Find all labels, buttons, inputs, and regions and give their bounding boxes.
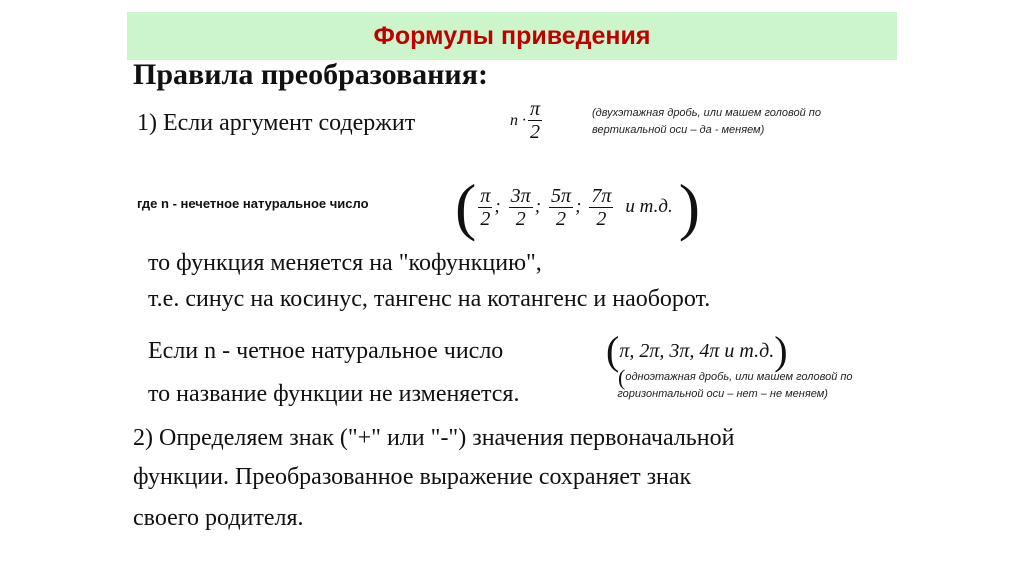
section-subtitle: Правила преобразования: [133, 58, 488, 91]
even-list [606, 328, 788, 373]
even-note-line2: горизонтальной оси – нет – не меняем) [617, 388, 828, 400]
formula-fraction [528, 98, 542, 143]
rule2-line1: 2) Определяем знак ("+" или "-") значения первоначальной [133, 425, 735, 451]
fraction-numerator: 3π [510, 184, 531, 207]
separator: ; [534, 196, 542, 217]
fraction-denominator: 2 [480, 207, 491, 230]
slide-title: Формулы приведения [373, 21, 651, 50]
fraction-denominator: 2 [596, 207, 607, 230]
fraction-denominator: 2 [530, 121, 541, 143]
rule2-line2: функции. Преобразованное выражение сохраняет знак [133, 464, 692, 490]
odd-fraction-2 [509, 185, 533, 230]
rule1-note-line2: вертикальной оси – да - меняем) [592, 124, 765, 136]
odd-fraction-list [455, 172, 700, 242]
fraction-denominator: 2 [556, 207, 567, 230]
even-values: π, 2π, 3π, 4π и т.д. [619, 339, 775, 362]
separator: ; [575, 196, 582, 217]
left-paren: ( [606, 328, 620, 373]
header-banner [127, 12, 897, 60]
cofunction-line2: т.е. синус на косинус, тангенс на котангенс и наоборот. [148, 286, 711, 312]
cofunction-line1: то функция меняется на "кофункцию", [148, 250, 542, 276]
even-note [618, 367, 853, 403]
odd-fraction-1 [478, 185, 492, 230]
rule2-line3: своего родителя. [133, 505, 304, 531]
rule1-text: 1) Если аргумент содержит [137, 110, 416, 136]
separator: ; [494, 196, 501, 217]
even-line2: то название функции не изменяется. [148, 381, 520, 407]
rule1-note-line1: (двухэтажная дробь, или машем головой по [592, 107, 821, 119]
fraction-numerator: π [480, 184, 491, 207]
even-note-text [617, 369, 853, 403]
formula-n: n · [510, 111, 526, 129]
odd-fraction-4 [589, 185, 613, 230]
even-note-line1: одноэтажная дробь, или машем головой по [625, 371, 853, 383]
odd-label: где n - нечетное натуральное число [137, 196, 369, 211]
rule1-note [592, 105, 821, 139]
note-open-paren: ( [618, 365, 626, 390]
fraction-numerator: 5π [551, 184, 572, 207]
right-paren: ) [678, 171, 701, 242]
right-paren: ) [774, 328, 788, 373]
left-paren: ( [455, 171, 477, 242]
etc-text: и т.д. [625, 196, 673, 217]
fraction-denominator: 2 [515, 207, 526, 230]
even-label: Если n - четное натуральное число [148, 338, 504, 364]
fraction-numerator: π [530, 98, 541, 120]
rule1-formula [510, 98, 544, 143]
fraction-numerator: 7π [591, 184, 612, 207]
odd-fraction-3 [549, 185, 573, 230]
